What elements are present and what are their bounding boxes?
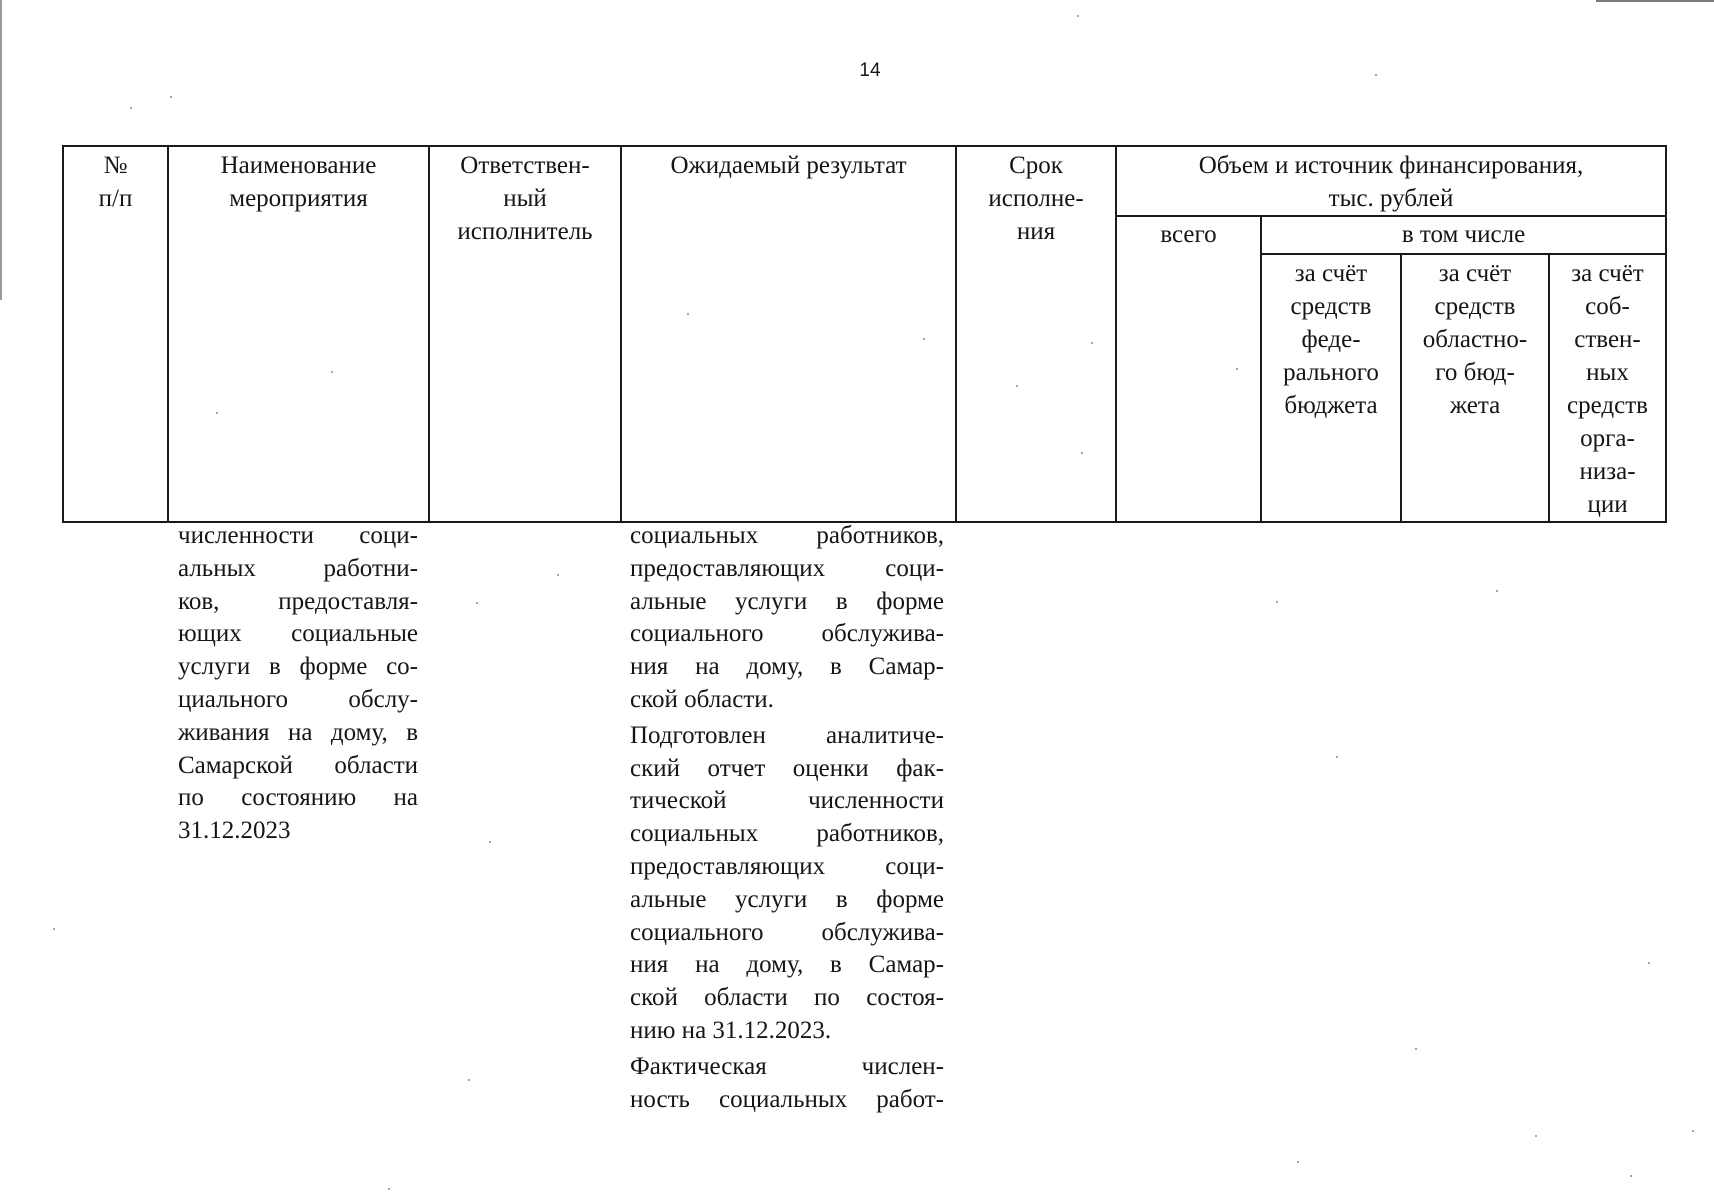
text-line: циального обслу- xyxy=(178,685,418,713)
scan-speck xyxy=(1692,1130,1694,1132)
text-line: нию на 31.12.2023. xyxy=(630,1016,832,1044)
expected-result-text xyxy=(630,520,944,1119)
scan-speck xyxy=(130,107,132,109)
header-event-name: Наименование мероприятия xyxy=(168,146,429,522)
text-line: Самарской области xyxy=(178,751,418,779)
header-regional-budget: за счёт средств областно- го бюд- жета xyxy=(1401,254,1549,522)
text-line: ния на дому, в Самар- xyxy=(630,951,944,979)
scan-speck xyxy=(216,412,218,414)
header-total: всего xyxy=(1116,216,1261,522)
scan-speck xyxy=(170,96,172,98)
scan-speck xyxy=(557,574,559,576)
scan-speck xyxy=(1276,601,1278,603)
text-line: социальных работников, xyxy=(630,820,944,848)
scan-speck xyxy=(1496,590,1498,592)
text-line: предоставляющих соци- xyxy=(630,852,944,880)
scan-speck xyxy=(1016,385,1018,387)
text-line: ния на дому, в Самар- xyxy=(630,653,944,681)
scan-corner-line xyxy=(1596,0,1714,2)
text-line: предоставляющих соци- xyxy=(630,554,944,582)
header-responsible: Ответствен- ный исполнитель xyxy=(429,146,621,522)
text-line: альные услуги в форме xyxy=(630,587,944,615)
scan-speck xyxy=(331,371,333,373)
text-line: альных работни- xyxy=(178,554,418,582)
text-line: альные услуги в форме xyxy=(630,885,944,913)
text-line: ющих социальные xyxy=(178,620,418,648)
scan-speck xyxy=(476,602,478,604)
text-line: ской области по состоя- xyxy=(630,984,944,1012)
scan-speck xyxy=(1297,1161,1299,1163)
scan-speck xyxy=(1091,342,1093,344)
result-paragraph xyxy=(630,520,944,717)
table-header xyxy=(62,145,1667,523)
page-number: 14 xyxy=(859,60,881,81)
scan-speck xyxy=(1535,1135,1537,1137)
scan-speck xyxy=(1375,74,1377,76)
header-including: в том числе xyxy=(1261,216,1666,254)
text-line: ский отчет оценки фак- xyxy=(630,754,944,782)
scan-speck xyxy=(53,928,55,930)
header-expected-result: Ожидаемый результат xyxy=(621,146,956,522)
text-line: Подготовлен аналитиче- xyxy=(630,721,944,749)
text-line: социальных работников, xyxy=(630,522,944,549)
scan-speck xyxy=(1336,756,1338,758)
text-line: Фактическая числен- xyxy=(630,1052,944,1080)
result-paragraph xyxy=(630,1051,944,1117)
header-number: № п/п xyxy=(63,146,168,522)
text-line: социального обслужива- xyxy=(630,620,944,648)
text-line: 31.12.2023 xyxy=(178,817,291,845)
scan-speck xyxy=(388,1188,390,1190)
text-line: социального обслужива- xyxy=(630,918,944,946)
text-line: услуги в форме со- xyxy=(178,653,418,681)
header-funding: Объем и источник финансирования, тыс. рублей xyxy=(1116,146,1666,216)
result-paragraph xyxy=(630,720,944,1048)
text-line: ность социальных работ- xyxy=(630,1085,944,1113)
scan-speck xyxy=(923,338,925,340)
text-line: тической численности xyxy=(630,787,944,815)
scan-speck xyxy=(1630,1175,1632,1177)
scan-speck xyxy=(1081,452,1083,454)
scan-speck xyxy=(687,313,689,315)
scan-margin-line xyxy=(0,0,2,300)
text-line: ков, предоставля- xyxy=(178,587,418,615)
header-deadline: Срок исполне- ния xyxy=(956,146,1116,522)
text-line: по состоянию на xyxy=(178,784,418,812)
text-line: ской области. xyxy=(630,685,774,713)
header-federal-budget: за счёт средств феде- рального бюджета xyxy=(1261,254,1401,522)
event-name-text xyxy=(178,520,418,848)
scan-speck xyxy=(1236,368,1238,370)
scan-speck xyxy=(468,1079,470,1081)
scan-speck xyxy=(1415,1048,1417,1050)
scan-speck xyxy=(1077,15,1079,17)
text-line: численности соци- xyxy=(178,522,418,549)
text-line: живания на дому, в xyxy=(178,718,418,746)
scan-speck xyxy=(489,841,491,843)
header-own-funds: за счёт соб- ствен- ных средств орга- низа- ции xyxy=(1549,254,1666,522)
scan-speck xyxy=(1648,962,1650,964)
